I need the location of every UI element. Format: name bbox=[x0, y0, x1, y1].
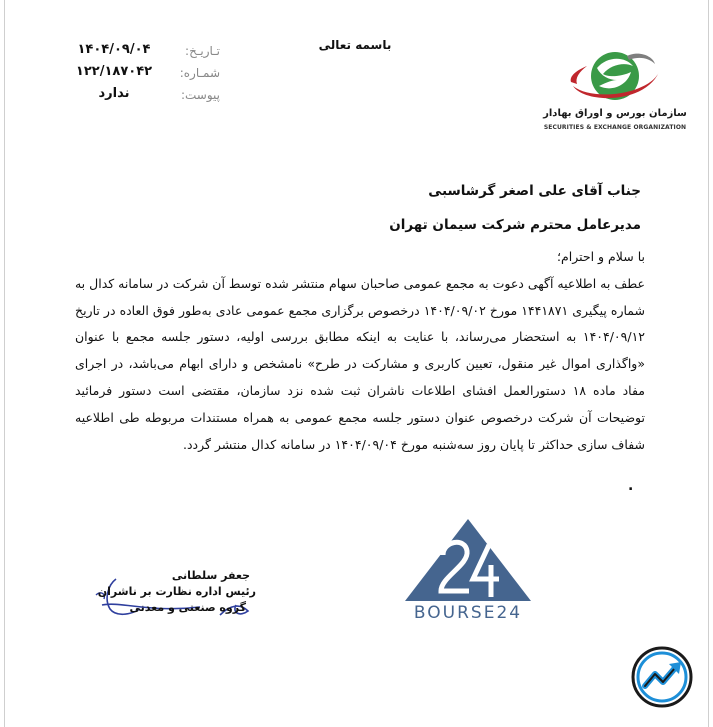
recipient-title: مدیرعامل محترم شرکت سیمان تهران bbox=[389, 217, 641, 233]
number-value: ۱۲۲/۱۸۷۰۴۲ bbox=[75, 64, 153, 79]
watermark-text: BOURSE24 bbox=[413, 603, 523, 623]
date-label: تـاریـخ: bbox=[185, 44, 220, 58]
number-label: شمـاره: bbox=[179, 66, 220, 80]
seo-logo bbox=[535, 38, 695, 138]
right-border bbox=[708, 0, 709, 727]
corner-badge bbox=[631, 646, 693, 708]
bismillah: باسمه تعالی bbox=[318, 38, 392, 52]
recipient-block bbox=[221, 174, 641, 242]
date-value: ۱۴۰۴/۰۹/۰۴ bbox=[77, 42, 151, 57]
date-row bbox=[70, 42, 220, 64]
number-row bbox=[70, 64, 220, 86]
attachment-row bbox=[70, 86, 220, 108]
closing-mark: . bbox=[628, 478, 634, 494]
left-border bbox=[4, 0, 5, 727]
recipient-name: جناب آقای علی اصغر گرشاسبی bbox=[428, 183, 641, 199]
signature-block bbox=[90, 565, 270, 625]
bourse24-logo-icon bbox=[403, 515, 533, 605]
letter-meta bbox=[70, 42, 220, 108]
letter-paragraph: عطف به اطلاعیه آگهی دعوت به مجمع عمومی صاحبان سهام منتشر شده توسط آن شرکت در سامانه کدال به شماره پیگیری ۱۴۴۱۸۷۱ مورخ ۱۴۰۴/۰۹/۰۲ درخصوص برگزاری مجمع عمومی عادی به‌طور فوق العاده در تاریخ ۱۴۰۴/۰۹/۱۲ به استحضار می‌رساند، با عنایت به اینکه مطابق بررسی اولیه، دستور جلسه مجمع با عنوان «واگذاری اموال غیر منقول، تعیین کاربری و مشارکت در طرح» نامشخص و دارای ابهام می‌باشد، در اجرای مفاد ماده ۱۸ دستورالعمل افشای اطلاعات ناشران ثبت شده نزد سازمان، مقتضی است دستور فرمائید توضیحات آن شرکت درخصوص عنوان دستور جلسه مجمع عمومی به همراه مستندات مربوطه طی اطلاعیه شفاف سازی حداکثر تا پایان روز سه‌شنبه مورخ ۱۴۰۴/۰۹/۰۴ در سامانه کدال منتشر گردد. bbox=[74, 275, 645, 452]
trend-arrow-icon bbox=[631, 646, 693, 708]
logo-name-en: SECURITIES & EXCHANGE ORGANIZATION bbox=[543, 124, 687, 131]
attachment-value: ندارد bbox=[98, 86, 130, 101]
bourse24-watermark bbox=[403, 515, 533, 623]
logo-name-fa: سازمان بورس و اوراق بهادار bbox=[543, 108, 687, 119]
seo-globe-icon bbox=[567, 46, 663, 108]
signatory-department: گروه صنعتی و معدنی bbox=[129, 601, 246, 614]
greeting: با سلام و احترام؛ bbox=[557, 249, 645, 264]
signatory-title: رئیس اداره نظارت بر ناشران bbox=[97, 585, 256, 598]
letter-body bbox=[75, 244, 645, 458]
attachment-label: پیوست: bbox=[180, 88, 220, 102]
signatory-name: جعفر سلطانی bbox=[171, 569, 250, 582]
